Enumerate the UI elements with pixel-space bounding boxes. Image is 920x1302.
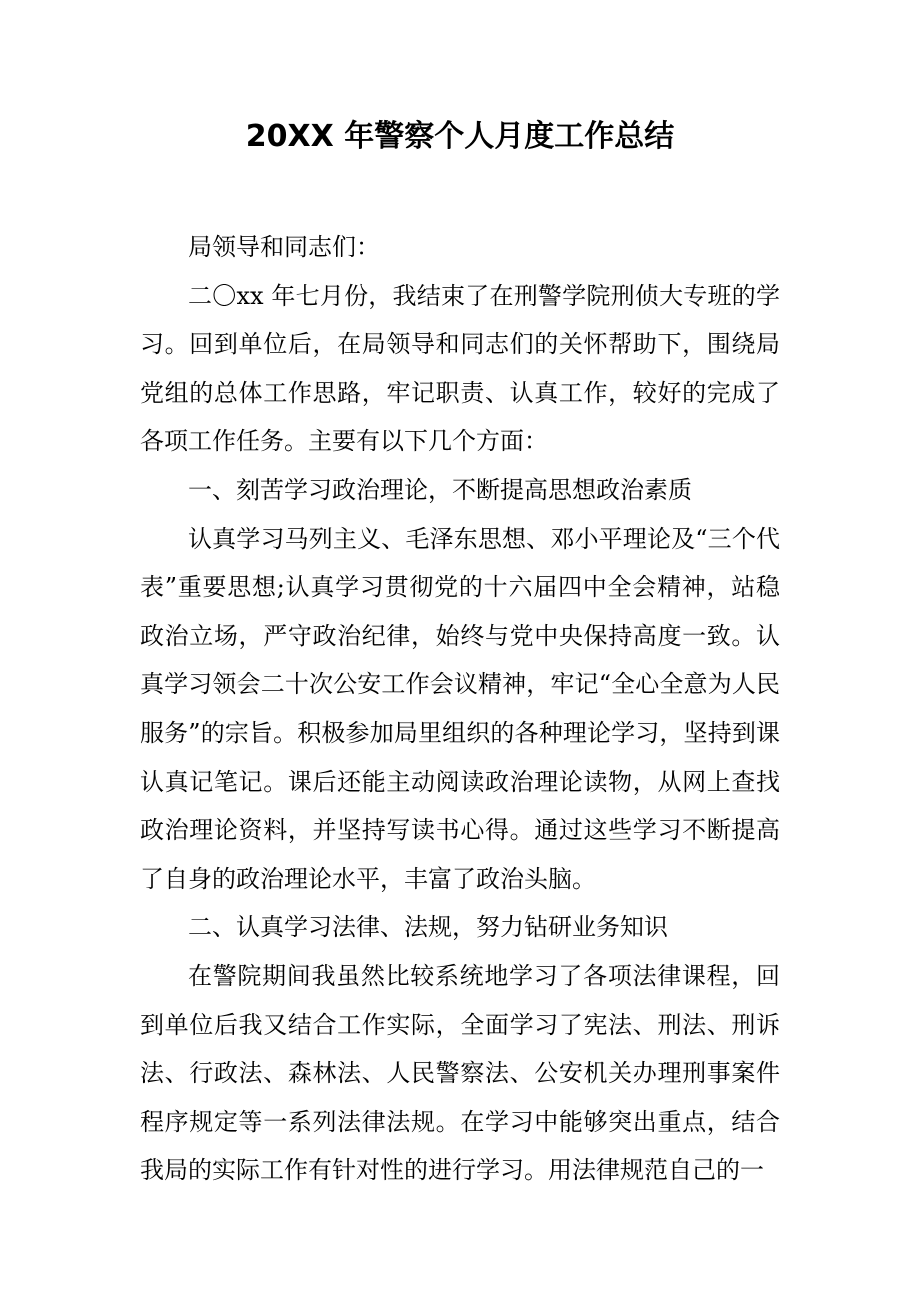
section-heading-1: 一、刻苦学习政治理论，不断提高思想政治素质 (188, 475, 692, 504)
intro-paragraph: 二〇xx 年七月份，我结束了在刑警学院刑侦大专班的学习。回到单位后，在局领导和同志们的关怀帮助下，围绕局党组的总体工作思路，牢记职责、认真工作，较好的完成了各项工作任务。主要有以下几个方面： (140, 281, 780, 456)
document-title: 20XX 年警察个人月度工作总结 (245, 119, 675, 154)
section-heading-2: 二、认真学习法律、法规，努力钻研业务知识 (188, 913, 668, 942)
section-body-1: 认真学习马列主义、毛泽东思想、邓小平理论及“三个代表”重要思想;认真学习贯彻党的十六届四中全会精神，站稳政治立场，严守政治纪律，始终与党中央保持高度一致。认真学习领会二十次公安工作会议精神，牢记“全心全意为人民服务”的宗旨。积极参加局里组织的各种理论学习，坚持到课认真记笔记。课后还能主动阅读政治理论读物，从网上查找政治理论资料，并坚持写读书心得。通过这些学习不断提高了自身的政治理论水平，丰富了政治头脑。 (140, 524, 780, 893)
section-body-2: 在警院期间我虽然比较系统地学习了各项法律课程，回到单位后我又结合工作实际，全面学习了宪法、刑法、刑诉法、行政法、森林法、人民警察法、公安机关办理刑事案件程序规定等一系列法律法规。在学习中能够突出重点，结合我局的实际工作有针对性的进行学习。用法律规范自己的一 (140, 961, 780, 1185)
salutation: 局领导和同志们： (188, 233, 380, 261)
document-body (140, 223, 780, 1195)
